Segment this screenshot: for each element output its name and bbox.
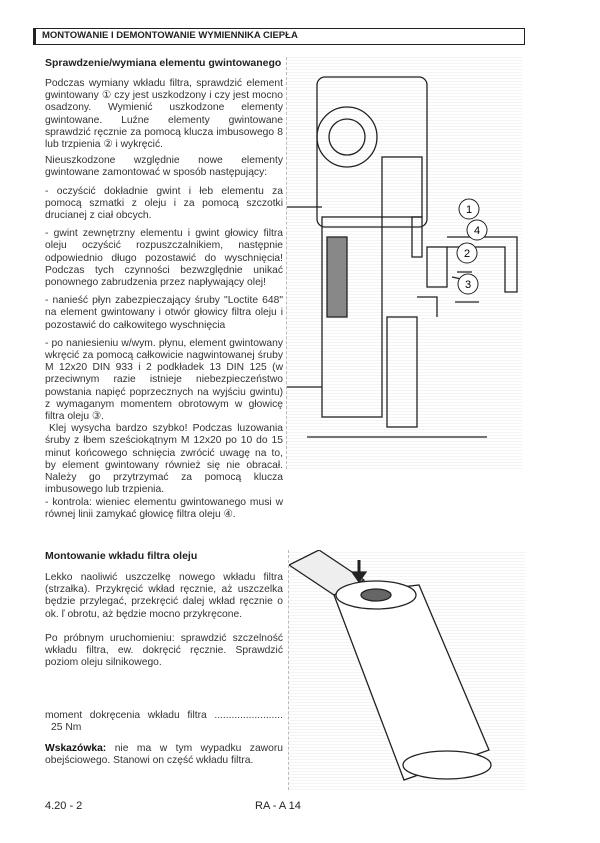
paragraph: - gwint zewnętrzny elementu i gwint głowicy filtra oleju oczyścić rozpuszczalnikiem, następnie odpowiednio długo pozostawić do wyschnięcia! Podczas tych czynności bezwzględnie unikać ponownego zabrudzenia przez napływający olej!	[45, 228, 283, 289]
paragraph: - kontrola: wieniec elementu gwintowanego musi w równej linii zamykać głowicę filtra oleju ④.	[45, 496, 283, 520]
paragraph: - po naniesieniu w/wym. płynu, element gwintowany wkręcić za pomocą całkowicie nagwintowanej śruby M 12x20 DIN 933 i 2 podkładek 13 DIN 125 (w przeciwnym razie istnieje niebezpieczeństwo powstania napięć poprzecznych na wyjściu gwintu) z wymaganym momentem obrotowym w głowicę filtra oleju ③.	[45, 337, 283, 423]
section-body	[45, 572, 283, 675]
torque-value: 25 Nm	[51, 722, 82, 734]
callout-3: 3	[464, 279, 472, 291]
diagram-drawing	[289, 550, 525, 790]
page-number: 4.20 - 2	[45, 800, 83, 812]
section-title: Sprawdzenie/wymiana elementu gwintowanego	[45, 57, 282, 69]
note-text: nie ma w tym wypadku zaworu obejściowego. Stanowi on część wkładu filtra.	[45, 743, 283, 767]
diagram-drawing	[287, 57, 522, 469]
document-code: RA - A 14	[255, 800, 301, 812]
torque-label: moment dokręcenia wkładu filtra ........................	[45, 710, 283, 721]
oil-filter-cartridge-diagram	[288, 550, 525, 790]
paragraph: Klej wysycha bardzo szybko! Podczas luzowania śruby z łbem sześciokątnym M 12x20 po 10 do 15 minut końcowego schnięcia zwrócić uwagę na to, by element gwintowany również się nie obracał. Należy go przytrzymać za pomocą klucza imbusowego lub trzpienia.	[45, 423, 283, 496]
paragraph: - oczyścić dokładnie gwint i łeb elementu za pomocą szmatki z oleju i za pomocą szczotki drucianej z ciał obcych.	[45, 185, 283, 222]
section-title: Montowanie wkładu filtra oleju	[45, 550, 198, 562]
callout-2: 2	[463, 248, 471, 260]
paragraph: Nieuszkodzone względnie nowe elementy gwintowane zamontować w sposób następujący:	[45, 155, 283, 179]
callout-4: 4	[473, 225, 481, 237]
section-body	[45, 78, 283, 527]
torque-spec	[45, 710, 283, 734]
paragraph: Podczas wymiany wkładu filtra, sprawdzić element gwintowany ① czy jest uszkodzony i czy jest mocno osadzony. Wymienić uszkodzone elementy gwintowane. Luźne elementy gwintowane sprawdzić ręcznie za pomocą klucza imbusowego 8 lub trzpienia ② i wykręcić.	[45, 78, 283, 151]
paragraph: Po próbnym uruchomieniu: sprawdzić szczelność wkładu filtra, ew. dokręcić ręcznie. Sprawdzić poziom oleju silnikowego.	[45, 632, 283, 669]
paragraph: Lekko naoliwić uszczelkę nowego wkładu filtra (strzałka). Przykręcić wkład ręcznie, aż uszczelka będzie przylegać, przekręcić dalej wkład ręcznie o ok. ľ obrotu, aż będzie mocno przykręcone.	[45, 572, 283, 620]
paragraph: - nanieść płyn zabezpieczający śruby "Loctite 648" na element gwintowany i otwór głowicy filtra oleju i pozostawić do całkowitego wyschnięcia	[45, 295, 283, 331]
callout-1: 1	[465, 204, 473, 216]
note-label: Wskazówka:	[45, 743, 107, 754]
note	[45, 743, 283, 767]
page-header: MONTOWANIE I DEMONTOWANIE WYMIENNIKA CIEPŁA	[33, 28, 525, 45]
oil-filter-head-diagram	[286, 57, 522, 469]
